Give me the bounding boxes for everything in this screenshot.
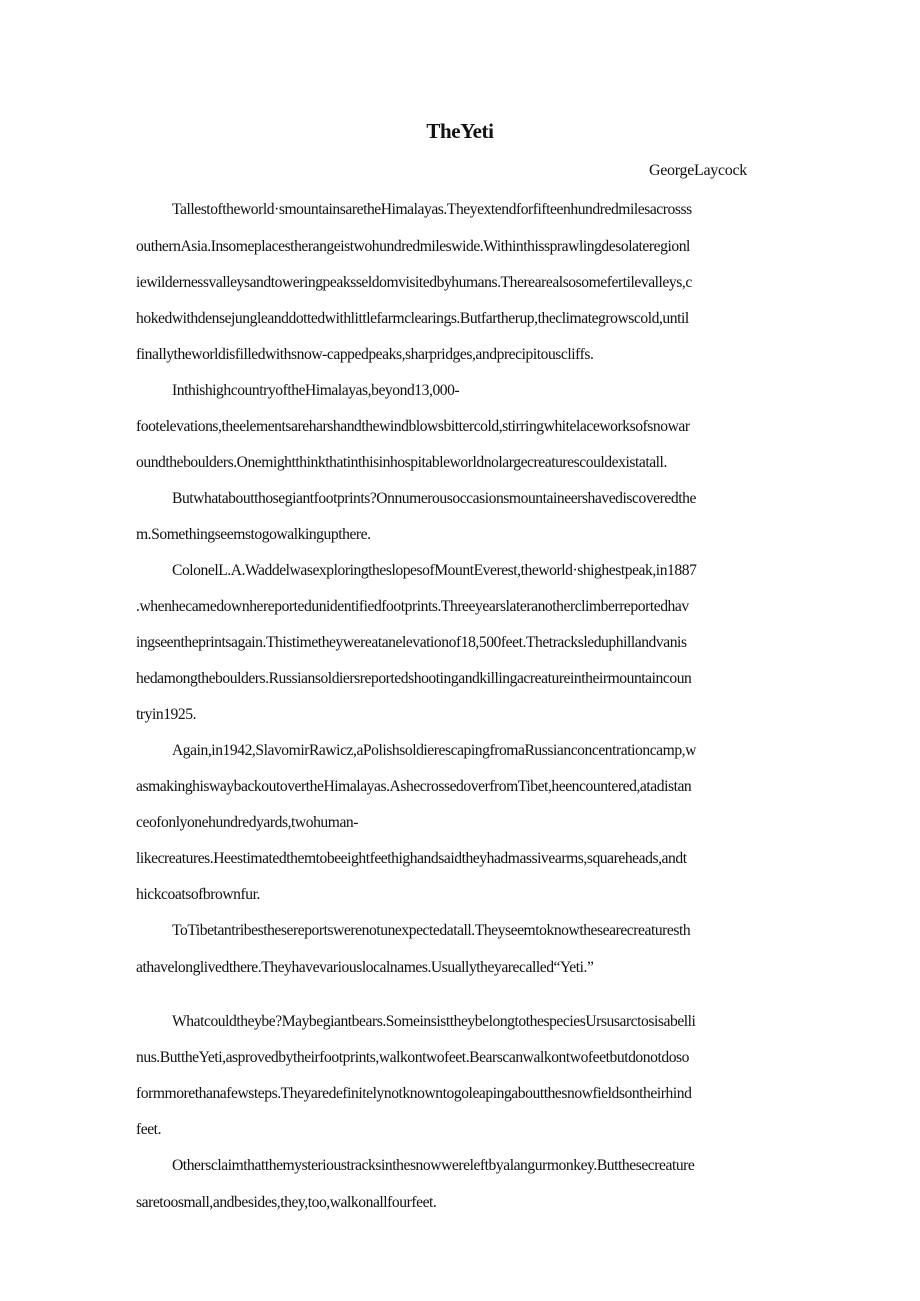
text-line: hickcoatsofbrownfur. — [136, 886, 260, 903]
text-line: feet. — [136, 1121, 162, 1138]
text-line: formmorethanafewsteps.Theyaredefinitelynotknowntogoleapingaboutthesnowfieldsontheirhind — [136, 1085, 692, 1102]
text-line: oundtheboulders.Onemightthinkthatinthisinhospitableworldnolargecreaturescouldexistatall. — [136, 454, 667, 471]
text-line: likecreatures.Heestimatedthemtobeeightfeethighandsaidtheyhadmassivearms,squareheads,andt — [136, 850, 687, 867]
text-line: hedamongtheboulders.Russiansoldiersreportedshootingandkillingacreatureintheirmountaincoun — [136, 670, 692, 687]
text-line: Butwhataboutthosegiantfootprints?Onnumerousoccasionsmountaineershavediscoveredthe — [172, 490, 696, 507]
text-line: outhernAsia.Insomeplacestherangeistwohundredmileswide.Withinthissprawlingdesolateregionl — [136, 238, 690, 255]
text-line: athavelonglivedthere.Theyhavevariouslocalnames.Usuallytheyarecalled“Yeti.” — [136, 959, 594, 976]
text-line: finallytheworldisfilledwithsnow-cappedpeaks,sharpridges,andprecipitouscliffs. — [136, 346, 594, 363]
text-line: ToTibetantribesthesereportswerenotunexpectedatall.Theyseemtoknowthesearecreaturesth — [172, 922, 691, 939]
text-line: Again,in1942,SlavomirRawicz,aPolishsoldierescapingfromaRussianconcentrationcamp,w — [172, 742, 696, 759]
text-line: Tallestoftheworld·smountainsaretheHimalayas.Theyextendforfifteenhundredmilesacrosss — [172, 201, 692, 218]
text-line: ingseentheprintsagain.Thistimetheywereatanelevationof18,500feet.Thetracksleduphillandvanis — [136, 634, 687, 651]
text-line: ceofonlyonehundredyards,twohuman- — [136, 814, 359, 831]
text-line: Whatcouldtheybe?Maybegiantbears.SomeinsisttheybelongtothespeciesUrsusarctosisabelli — [172, 1013, 696, 1030]
text-line: .whenhecamedownhereportedunidentifiedfootprints.Threeyearslateranotherclimberreportedhav — [136, 598, 689, 615]
text-line: tryin1925. — [136, 706, 197, 723]
text-line: footelevations,theelementsareharshandthewindblowsbittercold,stirringwhitelaceworksofsnowar — [136, 418, 690, 435]
text-line: InthishighcountryoftheHimalayas,beyond13,000- — [172, 382, 460, 399]
text-line: m.Somethingseemstogowalkingupthere. — [136, 526, 371, 543]
text-line: nus.ButtheYeti,asprovedbytheirfootprints,walkontwofeet.Bearscanwalkontwofeetbutdonotdoso — [136, 1049, 690, 1066]
text-line: Othersclaimthatthemysterioustracksinthesnowwereleftbyalangurmonkey.Butthesecreature — [172, 1157, 695, 1174]
text-line: hokedwithdensejungleanddottedwithlittlefarmclearings.Butfartherup,theclimategrowscold,until — [136, 310, 689, 327]
text-line: asmakinghiswaybackoutovertheHimalayas.AshecrossedoverfromTibet,heencountered,atadistan — [136, 778, 692, 795]
text-line: iewildernessvalleysandtoweringpeaksseldomvisitedbyhumans.Therearealsosomefertilevalleys,c — [136, 274, 692, 291]
author-name: GeorgeLaycock — [649, 162, 747, 179]
document-title: TheYeti — [426, 119, 494, 143]
text-line: saretoosmall,andbesides,they,too,walkonallfourfeet. — [136, 1194, 437, 1211]
text-line: ColonelL.A.WaddelwasexploringtheslopesofMountEverest,theworld·shighestpeak,in1887 — [172, 562, 697, 579]
